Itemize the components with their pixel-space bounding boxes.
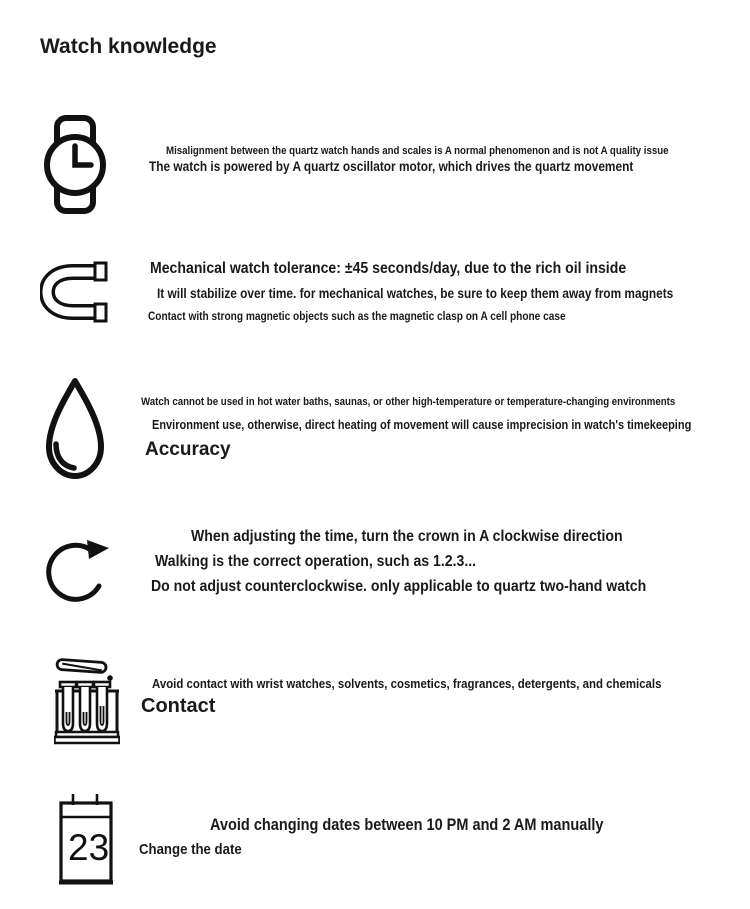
wristwatch-icon (40, 114, 110, 215)
calendar-day: 23 (68, 827, 110, 868)
calendar-icon (58, 792, 114, 885)
note-line: Mechanical watch tolerance: ±45 seconds/day, due to the rich oil inside (150, 260, 627, 277)
note-line: Misalignment between the quartz watch hands and scales is A normal phenomenon and is not A quality issue (166, 145, 669, 157)
test-tubes-icon (54, 644, 120, 745)
clockwise-arrow-icon (42, 526, 114, 610)
page-title: Watch knowledge (40, 35, 217, 58)
note-line: The watch is powered by A quartz oscillator motor, which drives the quartz movement (149, 159, 634, 174)
note-line: Change the date (139, 841, 242, 858)
note-line: Do not adjust counterclockwise. only applicable to quartz two-hand watch (151, 578, 647, 595)
water-drop-icon (38, 374, 112, 484)
note-line: When adjusting the time, turn the crown in A clockwise direction (191, 528, 623, 545)
magnet-icon (40, 261, 112, 323)
note-line: Environment use, otherwise, direct heating of movement will cause imprecision in watch's timekeeping (152, 418, 692, 432)
section-heading: Contact (141, 695, 216, 717)
note-line: It will stabilize over time. for mechanical watches, be sure to keep them away from magnets (157, 286, 674, 301)
note-line: Watch cannot be used in hot water baths, saunas, or other high-temperature or temperature-changing environments (141, 396, 676, 408)
note-line: Avoid contact with wrist watches, solvents, cosmetics, fragrances, detergents, and chemicals (152, 676, 662, 691)
note-line: Avoid changing dates between 10 PM and 2 AM manually (210, 816, 604, 834)
note-line: Contact with strong magnetic objects such as the magnetic clasp on A cell phone case (148, 311, 566, 323)
note-line: Walking is the correct operation, such as 1.2.3... (155, 553, 477, 570)
section-heading: Accuracy (145, 439, 231, 460)
